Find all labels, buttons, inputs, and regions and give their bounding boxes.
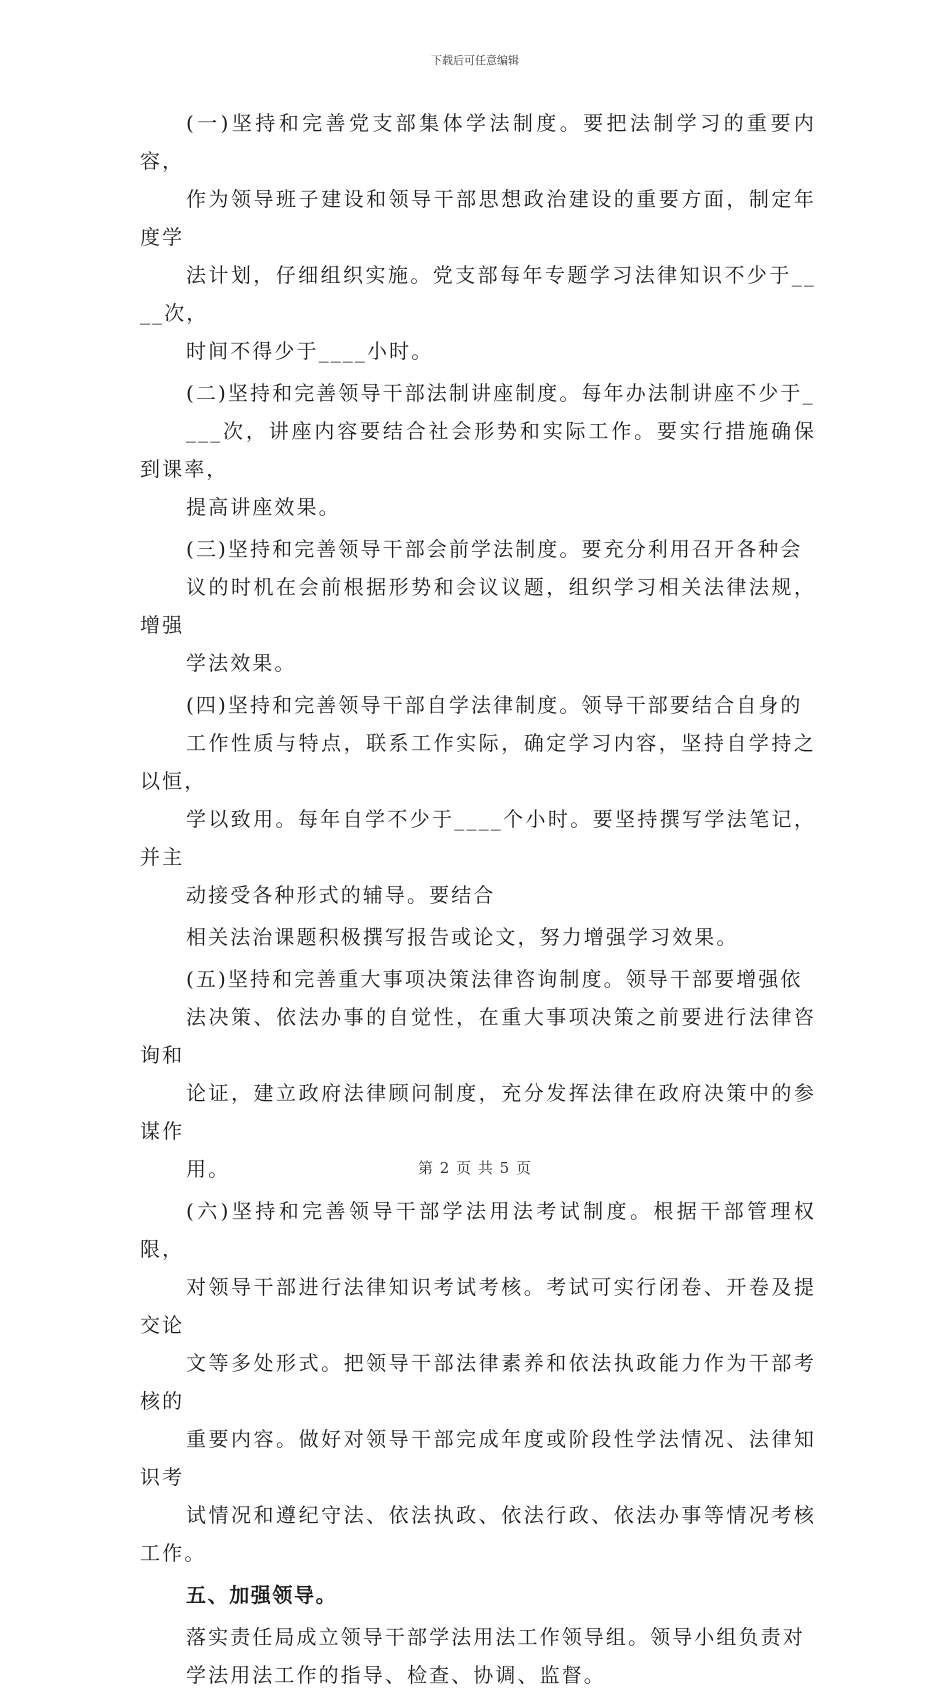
paragraph-item-1	[140, 104, 816, 370]
document-body	[140, 104, 816, 1698]
section-heading-text: 五、加强领导。	[186, 1583, 338, 1607]
paragraph-line: ___次，讲座内容要结合社会形势和实际工作。要实行措施确保到课率，	[140, 419, 816, 481]
paragraph-line: 相关法治课题积极撰写报告或论文，努力增强学习效果。	[186, 925, 739, 949]
paragraph-item-3	[140, 530, 816, 682]
paragraph-line: 工作性质与特点，联系工作实际，确定学习内容，坚持自学持之以恒，	[140, 731, 816, 793]
paragraph-item-5	[140, 960, 816, 1188]
paragraph-line: 时间不得少于____小时。	[186, 339, 434, 363]
paragraph-line: 重要内容。做好对领导干部完成年度或阶段性学法情况、法律知识考	[140, 1427, 816, 1489]
paragraph-line: (一)坚持和完善党支部集体学法制度。要把法制学习的重要内容，	[140, 111, 816, 173]
paragraph-line: 议的时机在会前根据形势和会议议题，组织学习相关法律法规，增强	[140, 575, 816, 637]
paragraph-item-7	[140, 1618, 816, 1694]
paragraph-line: 试情况和遵纪守法、依法执政、依法行政、依法办事等情况考核工作。	[140, 1503, 816, 1565]
paragraph-line: (四)坚持和完善领导干部自学法律制度。领导干部要结合自身的	[186, 693, 803, 717]
paragraph-line: 作为领导班子建设和领导干部思想政治建设的重要方面，制定年度学	[140, 187, 816, 249]
paragraph-line: 论证，建立政府法律顾问制度，充分发挥法律在政府决策中的参谋作	[140, 1081, 816, 1143]
paragraph-item-4-continued	[140, 918, 816, 956]
paragraph-line: 文等多处形式。把领导干部法律素养和依法执政能力作为干部考核的	[140, 1351, 816, 1413]
page-header: 下载后可任意编辑	[431, 54, 519, 67]
paragraph-line: 动接受各种形式的辅导。要结合	[186, 883, 496, 907]
paragraph-line: 学以致用。每年自学不少于____个小时。要坚持撰写学法笔记，并主	[140, 807, 816, 869]
paragraph-line: 用。	[186, 1157, 231, 1181]
section-heading	[140, 1576, 816, 1614]
paragraph-line: 法计划，仔细组织实施。党支部每年专题学习法律知识不少于____次，	[140, 263, 816, 325]
paragraph-line: (三)坚持和完善领导干部会前学法制度。要充分利用召开各种会	[186, 537, 803, 561]
paragraph-line: (五)坚持和完善重大事项决策法律咨询制度。领导干部要增强依	[186, 967, 803, 991]
paragraph-item-4	[140, 686, 816, 914]
paragraph-line: (六)坚持和完善领导干部学法用法考试制度。根据干部管理权限，	[140, 1199, 816, 1261]
paragraph-line: 落实责任局成立领导干部学法用法工作领导组。领导小组负责对	[186, 1625, 805, 1649]
paragraph-line: 法决策、依法办事的自觉性，在重大事项决策之前要进行法律咨询和	[140, 1005, 816, 1067]
paragraph-line: 学法效果。	[186, 651, 297, 675]
paragraph-line: 对领导干部进行法律知识考试考核。考试可实行闭卷、开卷及提交论	[140, 1275, 816, 1337]
paragraph-line: (二)坚持和完善领导干部法制讲座制度。每年办法制讲座不少于_	[186, 381, 815, 405]
page-footer: 第 2 页 共 5 页	[418, 1159, 532, 1177]
paragraph-item-6	[140, 1192, 816, 1572]
paragraph-line: 学法用法工作的指导、检查、协调、监督。	[186, 1663, 606, 1687]
paragraph-line: 提高讲座效果。	[186, 495, 341, 519]
paragraph-item-2	[140, 374, 816, 526]
